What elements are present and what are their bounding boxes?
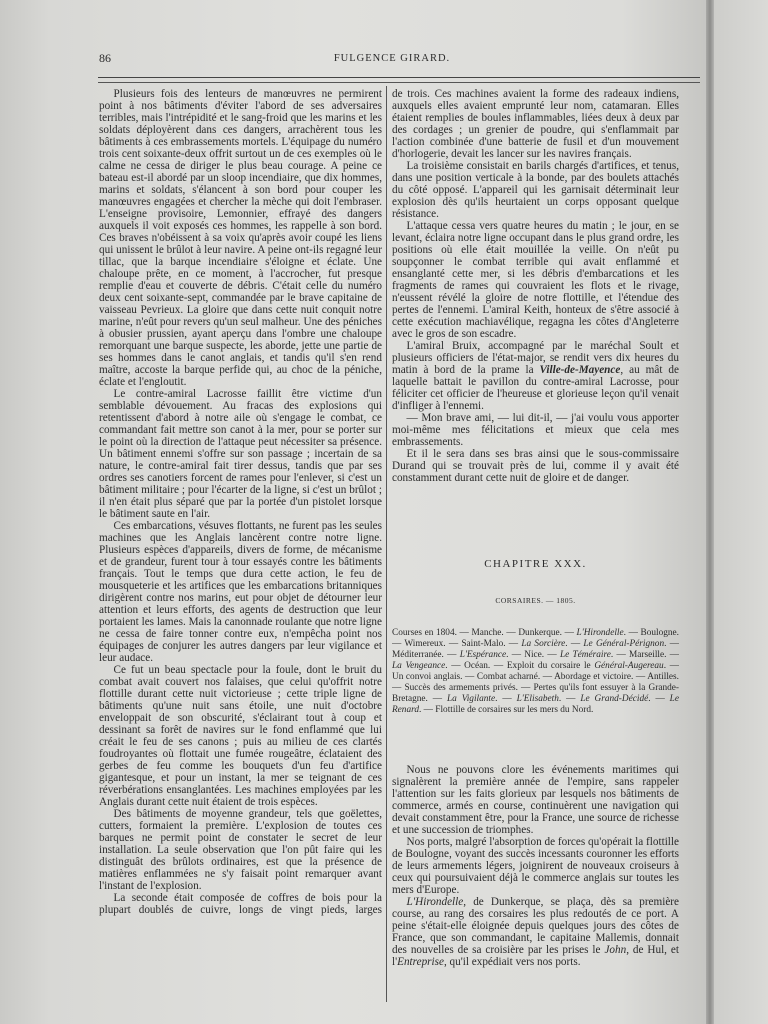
text-run: Des bâtiments de moyenne grandeur, tels que goëlettes, cutters, formaient la première. L'explosion de toutes ces barques ne permit point de constater le secret de leur installation. La seule observation que l'on pût faire qui les distinguât des brûlots ordinaires, est que la présence de matières enflammées ne s'y faisait point remarquer avant l'instant de l'explosion. (99, 808, 382, 892)
chapter-heading: CHAPITRE XXX. (484, 558, 587, 570)
text-run: . — Océan. — Exploit du corsaire le (445, 661, 595, 671)
italic-text-run: L'Hirondelle (576, 628, 624, 638)
italic-text-run: L'Hirondelle (406, 896, 464, 908)
text-run: Et il le sera dans ses bras ainsi que le sous-commissaire Durand qui se trouvait près de lui, comme il y avait été constamment durant cette nuit de gloire et de danger. (392, 448, 679, 484)
paragraph (392, 88, 679, 160)
text-run: . — (565, 639, 584, 649)
paragraph (99, 520, 382, 664)
page-number: 86 (99, 51, 111, 65)
paragraph (392, 448, 679, 484)
italic-text-run: L'Espérance (459, 650, 507, 660)
paragraph (392, 628, 679, 716)
text-run: La troisième consistait en barils chargés d'artifices, et tenus, dans une position verticale à la bonde, par des boulets attachés du côté opposé. L'appareil qui les garnisait déterminait leur explosion dès qu'ils heurtaient un corps opposant quelque résistance. (392, 160, 679, 220)
text-run: . — Un convoi anglais. — Combat acharné. — Abordage et victoire. — Antilles. — Succès des armements privés. — Pertes qu'ils font essuyer à la Grande-Bretagne. — (392, 661, 679, 704)
paragraph (392, 220, 679, 340)
italic-text-run: La Sorcière (521, 639, 566, 649)
right-column-bottom (392, 764, 679, 1012)
adjacent-page-edge (714, 0, 768, 1024)
italic-text-run: La Vengeance (392, 661, 446, 671)
text-run: , de Dunkerque, se plaça, dès sa première course, au rang des corsaires les plus redoutés de ce port. A peine s'était-elle éloignée depuis quelques jours des côtes de France, que son commandant, le capitaine Mallemis, donnait des nouvelles de sa croisière par les prises le (392, 896, 679, 956)
italic-text-run: Entreprise (397, 956, 444, 968)
right-column-top (392, 88, 679, 544)
text-run: . — (495, 694, 517, 704)
text-run: Ces embarcations, vésuves flottants, ne furent pas les seules machines que les Anglais lancèrent contre notre ligne. Plusieurs espèces d'appareils, divers de forme, de mécanisme et de grandeur, furent tour à tour essayés contre les bâtiments français. Tout le temps que dura cette action, le feu de mousqueterie et les artifices que les embarcations britanniques dirigèrent contre nos marins, eut pour objet de détourner leur attention et leurs efforts, des agents de destruction que leur portaient les lames. Mais la canonnade roulante que notre ligne ne cessa de faire tonner contre eux, n'empêcha point nos équipages de conjurer les autres dangers par leur vigilance et leur audace. (99, 520, 382, 664)
text-run: . — Nice. — (506, 650, 560, 660)
text-run: L'attaque cessa vers quatre heures du matin ; le jour, en se levant, éclaira notre ligne occupant dans le plus grand ordre, les positions où elle était mouillée la veille. On n'eût pu soupçonner le combat terrible qui avait enflammé et ensanglanté cette mer, si les débris d'embarcations et les fragments de rames qui couvraient les flots et le rivage, n'eussent révélé la gloire de notre flottille, et l'étendue des pertes de l'ennemi. L'amiral Keith, honteux de s'être associé à cette exécution machiavélique, regagna les côtes d'Angleterre avec le gros de son escadre. (392, 220, 679, 340)
paragraph (99, 892, 382, 916)
text-run: , qu'il expédiait vers nos ports. (443, 956, 581, 968)
italic-text-run: La Vigilante (447, 694, 496, 704)
chapter-summary (392, 628, 679, 752)
italic-text-run: Le Renard (392, 694, 679, 715)
paragraph (99, 388, 382, 520)
text-run: , au mât de laquelle battait le pavillon du contre-amiral Lacrosse, pour féliciter cet officier de l'heureuse et glorieuse leçon qu'il venait d'infliger à l'ennemi. (392, 364, 679, 412)
italic-text-run: Le Grand-Décidé (580, 694, 649, 704)
paragraph (392, 896, 679, 968)
text-run: Nos ports, malgré l'absorption de forces qu'opérait la flottille de Boulogne, voyant des succès incessants couronner les efforts de leurs armements légers, joignirent de nouveaux croiseurs à ceux qui poursuivaient déjà le commerce anglais sur toutes les mers d'Europe. (392, 836, 679, 896)
text-run: . — Marseille. — (610, 650, 679, 660)
text-run: . — (558, 694, 581, 704)
chapter-subtitle: CORSAIRES. — 1805. (495, 596, 576, 605)
paragraph (392, 160, 679, 220)
paragraph (392, 412, 679, 448)
paragraph (392, 836, 679, 896)
paragraph (392, 340, 679, 412)
paragraph (99, 808, 382, 892)
italic-text-run: L'Elisabeth (516, 694, 559, 704)
italic-text-run: John (604, 944, 627, 956)
text-run: . — Méditerranée. — (392, 639, 679, 660)
text-run: . — Boulogne. — Wimereux. — Saint-Malo. — (392, 628, 679, 649)
italic-text-run: Ville-de-Mayence (539, 364, 621, 376)
column-rule (386, 86, 387, 1002)
text-run: L'amiral Bruix, accompagné par le maréchal Soult et plusieurs officiers de l'état-major, se rendit vers dix heures du matin à bord de la prame la (392, 340, 679, 376)
text-run: de trois. Ces machines avaient la forme des radeaux indiens, auxquels elles avaient emprunté leur nom, catamaran. Elles étaient remplies de boules inflammables, liées deux à deux par des cordages ; un grenier de poudre, qui s'enflammait par l'action combinée d'une batterie de fusil et d'un mouvement d'horlogerie, devait les lancer sur les navires français. (392, 88, 679, 160)
text-run: Ce fut un beau spectacle pour la foule, dont le bruit du combat avait couvert nos falaises, que celui qu'offrit notre flottille durant cette nuit victorieuse ; cette triple ligne de bâtiments qu'une nuit sans étoile, une nuit d'octobre enveloppait de son obscurité, s'éclairant tout à coup et dessinant sa forêt de navires sur le fond enflammé que lui créait le feu de ses canons ; puis au milieu de ces clartés foudroyantes où flottait une fumée rougeâtre, éclataient des gerbes de feu comme les bouquets d'un feu d'artifice gigantesque, et pour un instant, la mer se teignant de ces réverbérations ensanglantées. Les machines employées par les Anglais durant cette nuit étaient de trois espèces. (99, 664, 382, 808)
text-run: Nous ne pouvons clore les événements maritimes qui signalèrent la première année de l'empire, sans rappeler l'attention sur les faits glorieux par lesquels nos bâtiments de commerce, armés en course, continuèrent une navigation qui devait constamment être, pour la France, une source de richesse et une succession de triomphes. (392, 764, 679, 836)
text-run: . — Flottille de corsaires sur les mers du Nord. (419, 705, 594, 715)
italic-text-run: Le Général-Pérignon (583, 639, 665, 649)
text-run: La seconde était composée de coffres de bois pour la plupart doublés de cuivre, longs de vingt pieds, larges (99, 892, 382, 916)
left-column (99, 88, 382, 1008)
text-run: . — (648, 694, 670, 704)
text-run: , de Hul, et l' (392, 944, 679, 968)
header-rule (98, 77, 700, 83)
text-run: — Mon brave ami, — lui dit-il, — j'ai voulu vous apporter moi-même mes félicitations et mieux que cela mes embrassements. (392, 412, 679, 448)
text-run: Courses en 1804. — Manche. — Dunkerque. — (392, 628, 577, 638)
italic-text-run: Le Téméraire (559, 650, 611, 660)
text-run: Le contre-amiral Lacrosse faillit être victime d'un semblable dévouement. Au fracas des explosions qui retentissent d'abord à notre aile où s'engage le combat, ce commandant fait mettre son canot à la mer, pour se porter sur le point où la direction de l'attaque peut nécessiter sa présence. Un bâtiment ennemi s'offre sur son passage ; incertain de sa nature, le contre-amiral fait tirer dessus, tandis que par ses ordres ses canotiers forcent de rames pour l'enlever, si c'est un bâtiment militaire ; pour l'écarter de la ligne, si c'est un brûlot ; il n'en était plus séparé que par la portée d'un pistolet lorsque le bâtiment saute en l'air. (99, 388, 382, 520)
running-title: FULGENCE GIRARD. (333, 53, 451, 64)
paragraph (99, 664, 382, 808)
italic-text-run: Général-Augereau (594, 661, 664, 671)
book-gutter (706, 0, 714, 1024)
text-run: Plusieurs fois des lenteurs de manœuvres ne permirent point à nos bâtiments d'éviter l'abord de ses adversaires terribles, mais l'intrépidité et le sang-froid que les marins et les soldats déployèrent dans ces dangers, arrachèrent tous les bâtiments à ces embrassements mortels. L'équipage du numéro trois cent soixante-deux offrit surtout un de ces exemples où le calme ne cessa de diriger le plus beau courage. A peine ce bateau est-il abordé par un sloop incendiaire, que dix hommes, marins et soldats, s'élancent à son bord pour couper les manœuvres engagées et chercher la mèche qui doit l'embraser. L'enseigne provisoire, Lemonnier, effrayé des dangers auxquels il voit exposés ces hommes, les rappelle à son bord. Ces braves n'obéissent à sa voix qu'après avoir coupé les liens qui unissent le brûlot à leur navire. A peine ont-ils regagné leur tillac, que la barque incendiaire s'éloigne et éclate. Une chaloupe prête, en ce moment, à l'accrocher, fut presque remplie d'eau et couverte de débris. C'était celle du numéro deux cent soixante-sept, commandée par le brave capitaine de vaisseau Pevrieux. La gloire que dans cette nuit conquit notre marine, n'eût pour revers qu'un seul malheur. Une des péniches à obusier prussien, ayant aperçu dans l'ombre une chaloupe remorquant une barque suspecte, les aborde, jette une partie de ses hommes dans le canot anglais, et tandis qu'il s'en rend maître, accoste la barque perfide qui, au choc de la péniche, éclate et l'engloutit. (99, 88, 382, 388)
paragraph (392, 764, 679, 836)
paragraph (99, 88, 382, 388)
